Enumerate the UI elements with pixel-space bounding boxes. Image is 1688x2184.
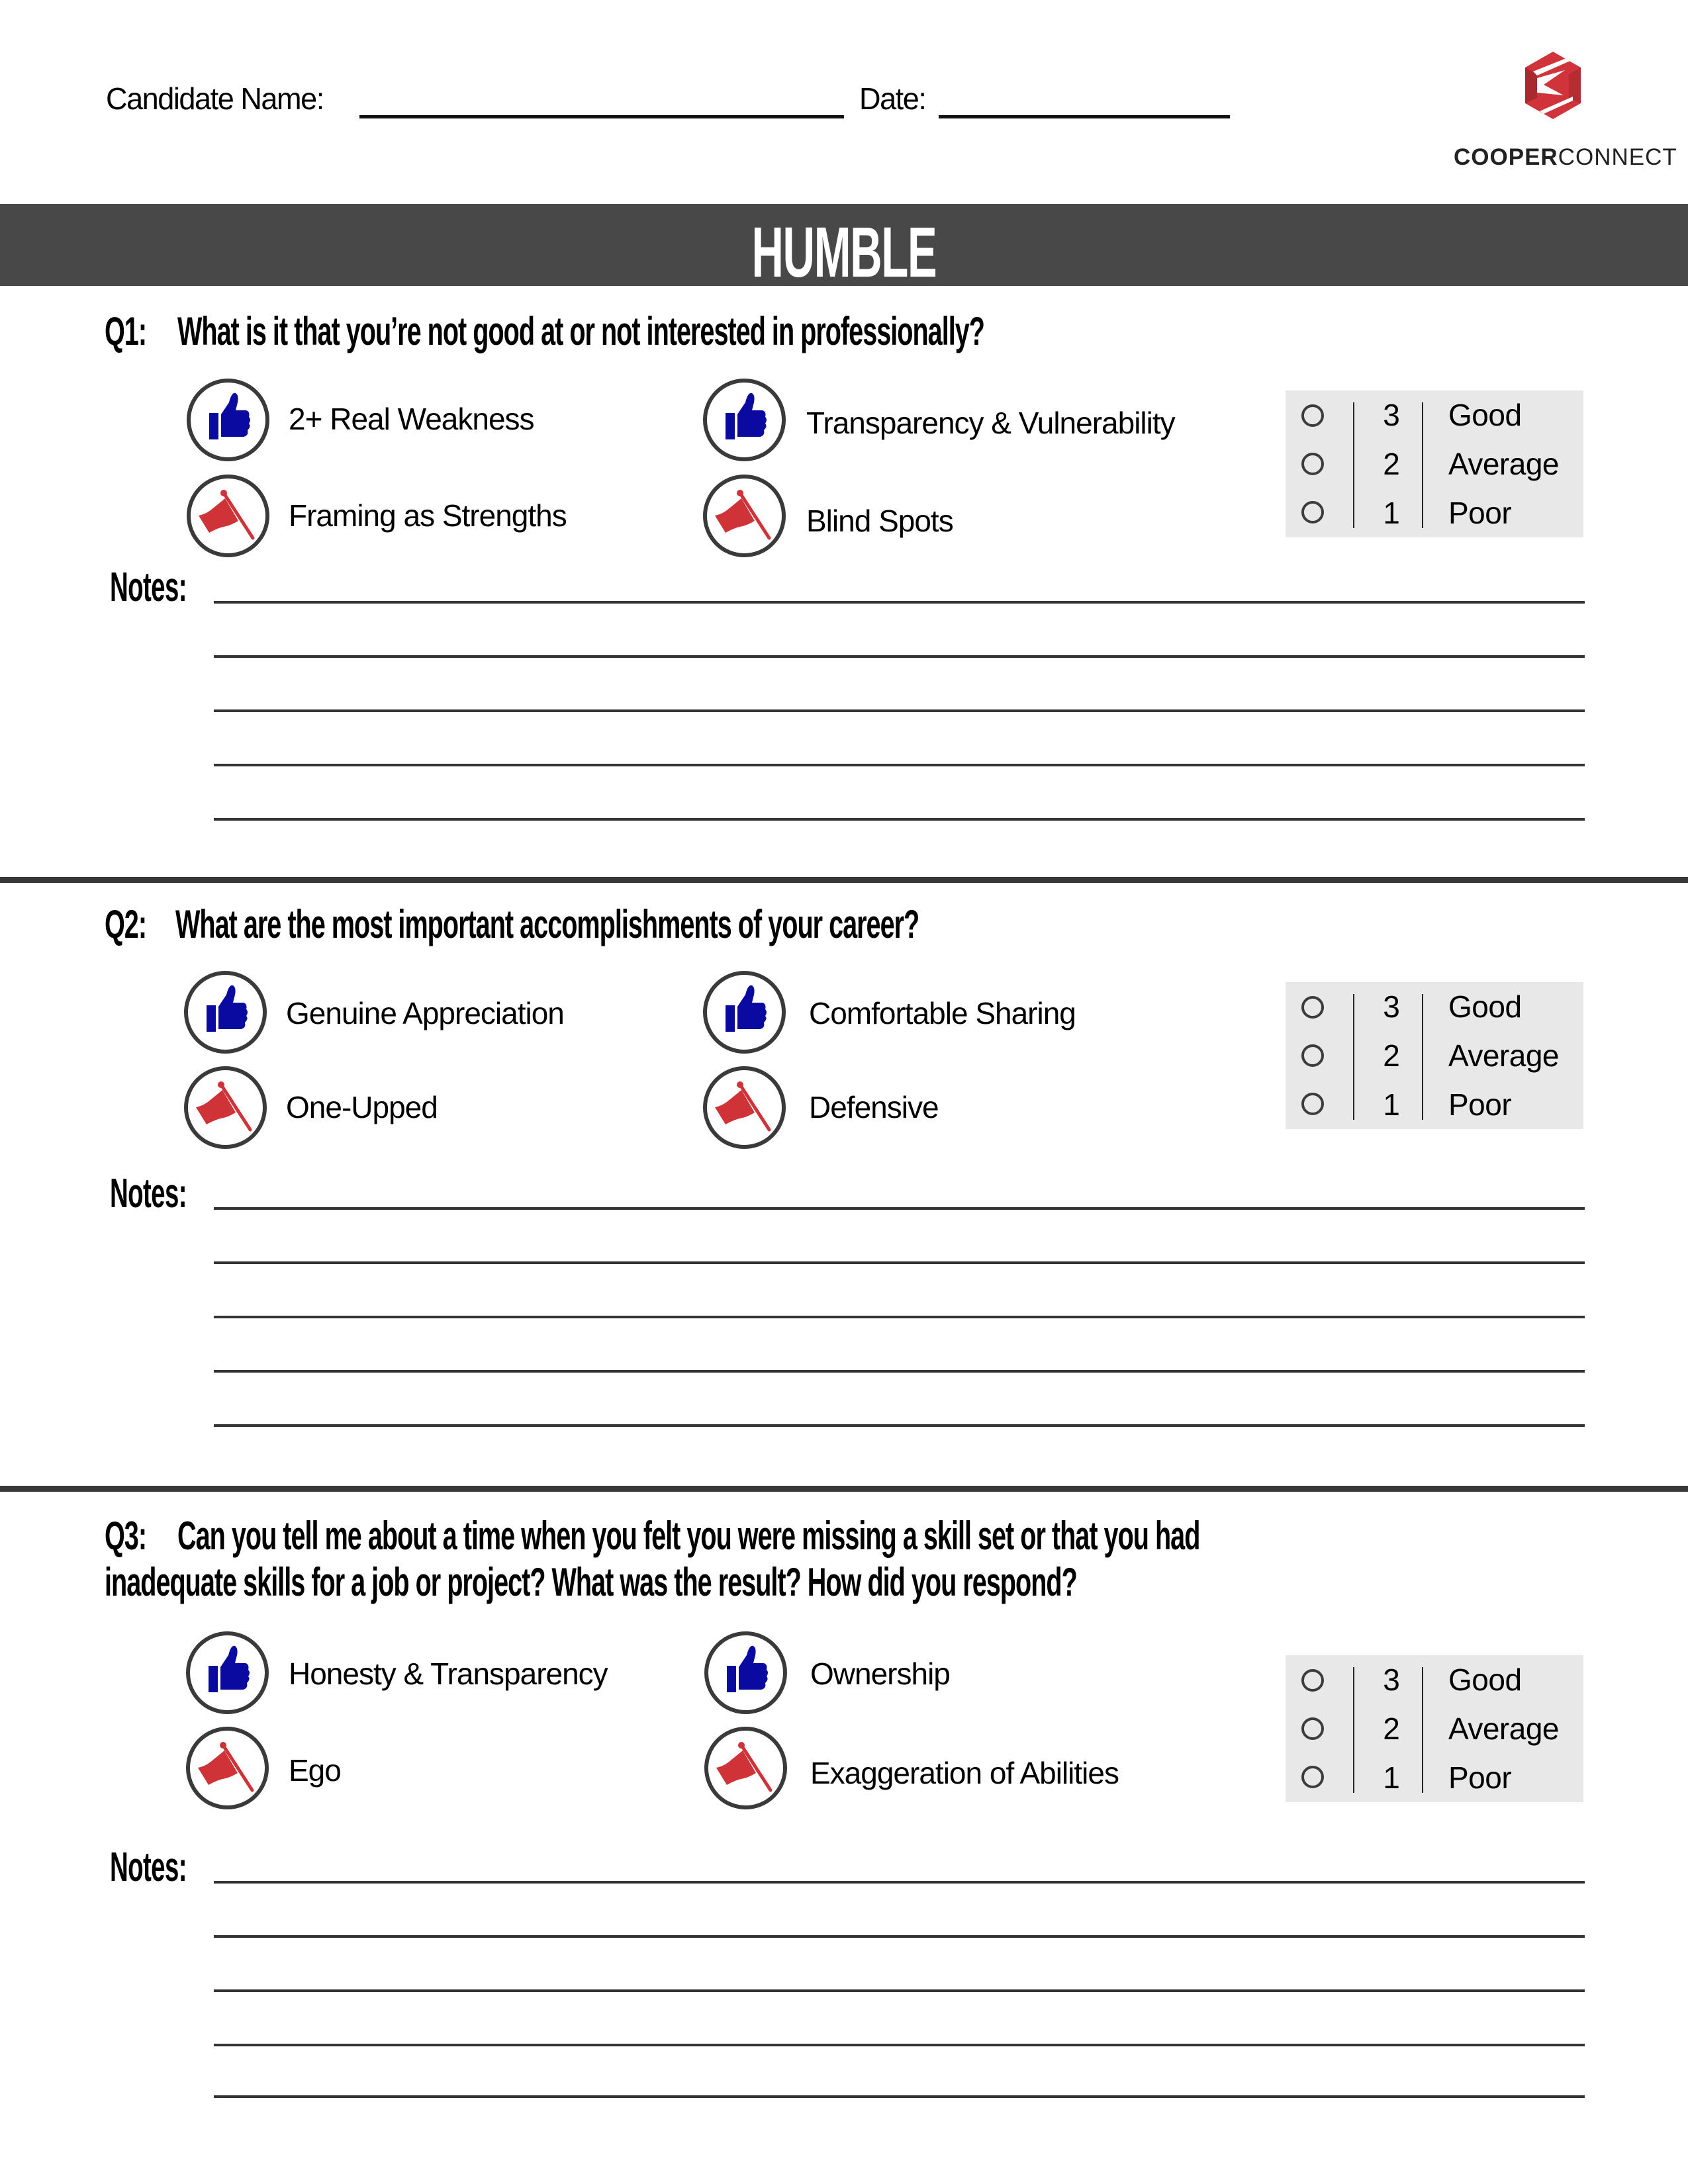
rating-label: Poor	[1448, 1087, 1512, 1122]
rating-label: Good	[1448, 398, 1522, 432]
notes-line[interactable]	[214, 601, 1585, 604]
rating-divider	[1353, 1667, 1354, 1793]
red-flag-icon	[188, 1070, 263, 1145]
notes-label: Notes:	[110, 565, 187, 610]
rating-value: 2	[1383, 1711, 1400, 1746]
rating-radio-2[interactable]	[1301, 453, 1324, 475]
notes-line[interactable]	[214, 764, 1585, 766]
thumbs-up-icon	[708, 1635, 783, 1710]
question-3-text-line-1: Can you tell me about a time when you felt you were missing a skill set or that you had	[177, 1514, 1200, 1558]
positive-indicator-label: Transparency & Vulnerability	[806, 406, 1175, 440]
negative-indicator	[184, 1066, 267, 1149]
rating-radio-3[interactable]	[1301, 996, 1324, 1019]
negative-indicator-label: One-Upped	[286, 1090, 438, 1124]
positive-indicator	[704, 1631, 787, 1714]
rating-value: 1	[1383, 1760, 1400, 1795]
rating-radio-3[interactable]	[1301, 1669, 1324, 1692]
rating-selector	[1286, 1655, 1583, 1802]
notes-line[interactable]	[214, 1207, 1585, 1210]
candidate-name-label: Candidate Name:	[106, 81, 324, 116]
red-flag-icon	[708, 1731, 783, 1805]
rating-radio-1[interactable]	[1301, 1093, 1324, 1115]
rating-divider	[1353, 402, 1354, 528]
rating-value: 3	[1383, 989, 1400, 1024]
rating-value: 1	[1383, 1087, 1400, 1122]
notes-line[interactable]	[214, 2095, 1585, 2098]
positive-indicator-label: Genuine Appreciation	[286, 996, 564, 1030]
notes-label: Notes:	[110, 1171, 187, 1216]
section-divider	[0, 1486, 1688, 1492]
notes-line[interactable]	[214, 2044, 1585, 2046]
cooperconnect-logo	[1520, 52, 1586, 120]
positive-indicator	[703, 379, 786, 461]
thumbs-up-icon	[188, 975, 263, 1050]
rating-radio-2[interactable]	[1301, 1044, 1324, 1067]
rating-radio-1[interactable]	[1301, 501, 1324, 523]
red-flag-icon	[707, 1070, 782, 1145]
notes-line[interactable]	[214, 818, 1585, 821]
rating-label: Average	[1448, 1711, 1560, 1746]
positive-indicator-label: Honesty & Transparency	[289, 1657, 608, 1691]
notes-line[interactable]	[214, 1989, 1585, 1992]
notes-line[interactable]	[214, 1261, 1585, 1264]
rating-radio-2[interactable]	[1301, 1717, 1324, 1740]
positive-indicator	[187, 379, 269, 461]
cooperconnect-hexagon-logo-icon	[1520, 52, 1586, 120]
rating-value: 3	[1383, 1662, 1400, 1697]
negative-indicator-label: Framing as Strengths	[289, 498, 567, 533]
red-flag-icon	[191, 478, 265, 553]
negative-indicator-label: Ego	[289, 1753, 341, 1788]
rating-divider	[1422, 402, 1423, 528]
section-divider	[0, 877, 1688, 883]
positive-indicator	[184, 971, 267, 1054]
question-2-number: Q2:	[105, 902, 147, 946]
section-title: HUMBLE	[751, 212, 937, 292]
candidate-name-field[interactable]	[359, 115, 844, 118]
rating-radio-1[interactable]	[1301, 1766, 1324, 1788]
notes-line[interactable]	[214, 1370, 1585, 1373]
rating-divider	[1422, 1667, 1423, 1793]
notes-line[interactable]	[214, 1935, 1585, 1938]
notes-line[interactable]	[214, 1881, 1585, 1884]
question-1-number: Q1:	[105, 309, 147, 353]
thumbs-up-icon	[190, 1635, 265, 1710]
rating-selector	[1286, 390, 1583, 537]
thumbs-up-icon	[191, 383, 265, 457]
positive-indicator-label: 2+ Real Weakness	[289, 402, 534, 436]
rating-divider	[1422, 994, 1423, 1120]
question-2-text: What are the most important accomplishments of your career?	[175, 902, 919, 946]
notes-line[interactable]	[214, 655, 1585, 658]
rating-divider	[1353, 994, 1354, 1120]
cooperconnect-wordmark: COOPERCONNECT	[1454, 144, 1677, 170]
red-flag-icon	[190, 1731, 265, 1805]
notes-label: Notes:	[110, 1844, 187, 1890]
rating-value: 2	[1383, 1038, 1400, 1073]
negative-indicator	[703, 1066, 786, 1149]
rating-value: 2	[1383, 447, 1400, 481]
rating-label: Good	[1448, 989, 1522, 1024]
positive-indicator-label: Comfortable Sharing	[809, 996, 1076, 1030]
red-flag-icon	[707, 478, 782, 553]
notes-line[interactable]	[214, 709, 1585, 712]
date-label: Date:	[859, 81, 926, 116]
question-1-text: What is it that you’re not good at or not interested in professionally?	[177, 309, 984, 353]
date-field[interactable]	[939, 115, 1230, 118]
negative-indicator-label: Defensive	[809, 1090, 939, 1124]
positive-indicator	[186, 1631, 269, 1714]
rating-selector	[1286, 982, 1583, 1129]
notes-line[interactable]	[214, 1424, 1585, 1427]
rating-radio-3[interactable]	[1301, 404, 1324, 427]
negative-indicator	[186, 1727, 269, 1809]
rating-label: Good	[1448, 1662, 1522, 1697]
rating-value: 3	[1383, 398, 1400, 432]
rating-label: Poor	[1448, 496, 1512, 530]
rating-label: Average	[1448, 1038, 1560, 1073]
rating-value: 1	[1383, 496, 1400, 530]
rating-label: Poor	[1448, 1760, 1512, 1795]
negative-indicator-label: Blind Spots	[806, 504, 953, 538]
positive-indicator	[703, 971, 786, 1054]
thumbs-up-icon	[707, 383, 782, 457]
question-3-number: Q3:	[105, 1514, 147, 1558]
rating-label: Average	[1448, 447, 1560, 481]
thumbs-up-icon	[707, 975, 782, 1050]
negative-indicator-label: Exaggeration of Abilities	[810, 1756, 1119, 1790]
negative-indicator	[704, 1727, 787, 1809]
negative-indicator	[187, 475, 269, 557]
notes-line[interactable]	[214, 1316, 1585, 1318]
positive-indicator-label: Ownership	[810, 1657, 950, 1691]
question-3-text-line-2: inadequate skills for a job or project? What was the result? How did you respond?	[105, 1560, 1077, 1604]
negative-indicator	[703, 475, 786, 557]
